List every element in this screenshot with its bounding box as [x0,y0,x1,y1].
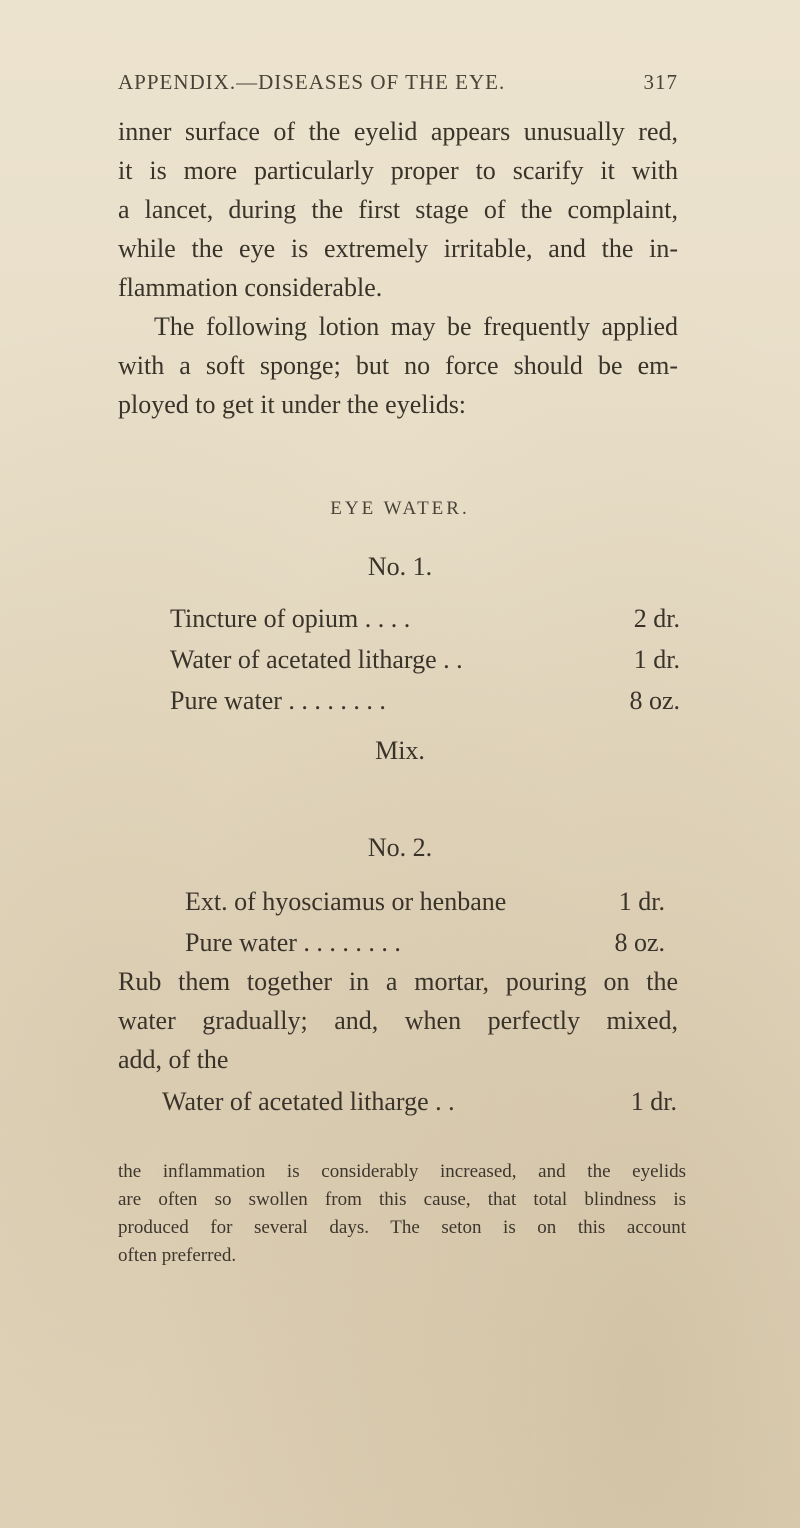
text-line: it is more particularly proper to scarify it with [118,156,678,185]
footnote-line: produced for several days. The seton is on this account [118,1217,686,1238]
text-line: add, of the [118,1045,229,1074]
text-line: The following lotion may be frequently applied [154,312,678,341]
text-line: flammation considerable. [118,273,383,302]
recipe-1-item [170,645,680,675]
recipe-2-final-item [162,1087,677,1117]
recipe-2-title: No. 2. [367,833,433,862]
section-heading: EYE WATER. [330,498,470,519]
recipe-1-item [170,686,680,716]
footnote-line: often preferred. [118,1245,237,1266]
paragraph-2 [118,307,678,424]
recipe-2-item [185,887,665,917]
recipe-1-title: No. 1. [367,552,433,581]
running-head-title: APPENDIX.—DISEASES OF THE EYE. [118,70,506,94]
text-line: while the eye is extremely irritable, and the in- [118,234,678,263]
recipe-1-item [170,604,680,634]
paragraph-1 [118,112,678,307]
text-line: ployed to get it under the eyelids: [118,390,467,419]
recipe-2-instruction [118,962,678,1079]
ingredient-quantity: 8 oz. [614,928,665,957]
ingredient-quantity: 1 dr. [633,645,680,674]
ingredient-quantity: 2 dr. [633,604,680,633]
ingredient-name: Pure water . . . . . . . . [170,686,386,715]
text-line: inner surface of the eyelid appears unusually red, [118,117,678,146]
ingredient-name: Water of acetated litharge . . [162,1087,455,1116]
ingredient-quantity: 1 dr. [630,1087,677,1116]
ingredient-name: Ext. of hyosciamus or henbane [185,887,507,916]
ingredient-quantity: 8 oz. [629,686,680,715]
footnote-line: are often so swollen from this cause, that total blindness is [118,1189,686,1210]
text-line: a lancet, during the first stage of the complaint, [118,195,678,224]
ingredient-name: Water of acetated litharge . . [170,645,463,674]
ingredient-name: Pure water . . . . . . . . [185,928,401,957]
text-line: with a soft sponge; but no force should be em- [118,351,678,380]
ingredient-name: Tincture of opium . . . . [170,604,411,633]
page-number: 317 [643,70,678,94]
running-head [118,70,678,95]
text-line: Rub them together in a mortar, pouring on the [118,967,678,996]
text-line: water gradually; and, when perfectly mixed, [118,1006,678,1035]
footnote [118,1158,686,1270]
ingredient-quantity: 1 dr. [618,887,665,916]
footnote-line: the inflammation is considerably increased, and the eyelids [118,1161,686,1182]
recipe-1-instruction: Mix. [375,736,425,765]
recipe-2-item [185,928,665,958]
